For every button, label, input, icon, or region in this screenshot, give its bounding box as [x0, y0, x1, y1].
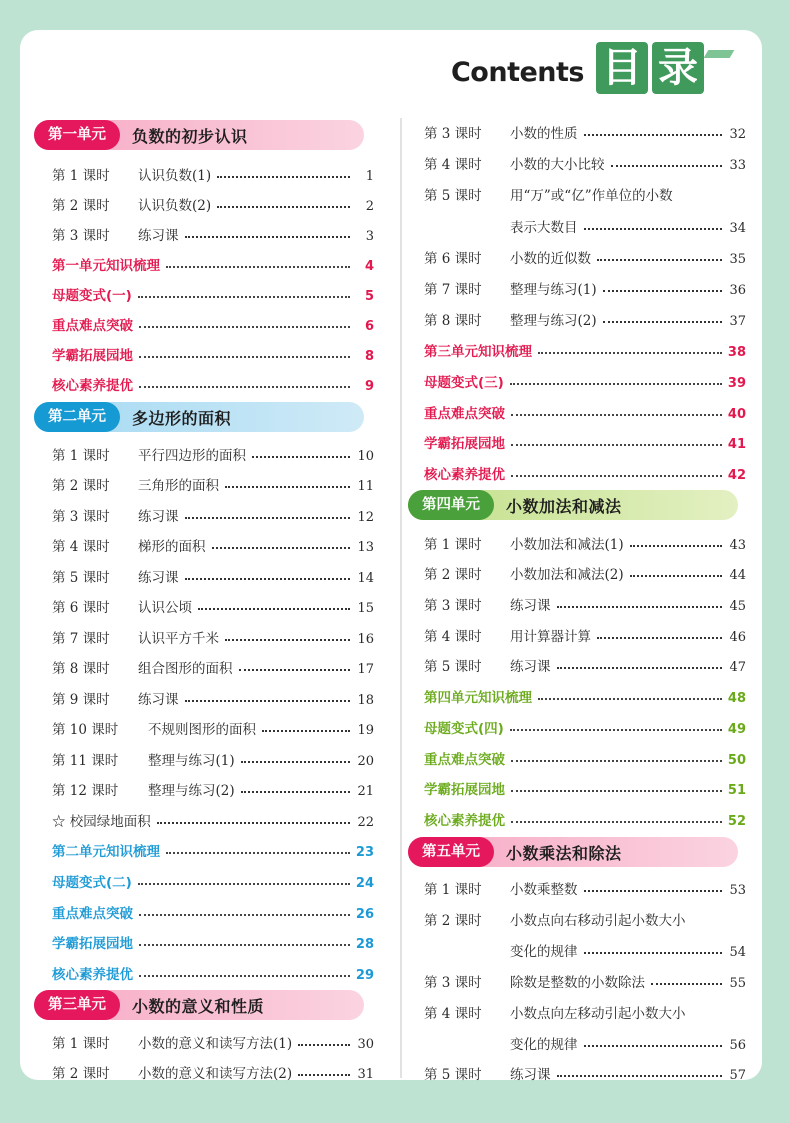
entry-title: 重点难点突破: [52, 318, 133, 334]
title-char-1: 目: [596, 42, 648, 94]
lesson-number: 第 2 课时: [52, 198, 110, 214]
lesson-number: 第 5 课时: [424, 1067, 482, 1083]
toc-entry-continuation[interactable]: [510, 1027, 746, 1053]
page-number: 24: [355, 876, 374, 891]
unit-1-header[interactable]: [34, 120, 364, 150]
entry-title: 母题变式(三): [424, 375, 504, 391]
toc-entry-review[interactable]: [424, 803, 746, 829]
lesson-number: 第 5 课时: [52, 570, 110, 586]
page-number: 32: [729, 127, 746, 142]
toc-entry-review[interactable]: [424, 426, 746, 452]
leader-dots: [538, 352, 722, 354]
toc-entry-review[interactable]: [424, 772, 746, 798]
lesson-number: 第 1 课时: [52, 1036, 110, 1052]
page-number: 29: [355, 968, 374, 983]
lesson-number: 第 2 课时: [52, 1066, 110, 1082]
entry-title: 小数乘整数: [510, 882, 578, 898]
page-number: 11: [357, 479, 374, 494]
entry-title: 小数点向右移动引起小数大小: [510, 913, 686, 929]
toc-entry[interactable]: [424, 272, 746, 298]
leader-dots: [225, 639, 350, 641]
lesson-number: 第 3 课时: [424, 598, 482, 614]
entry-title: 核心素养提优: [52, 378, 133, 394]
page-number: 50: [727, 753, 746, 768]
leader-dots: [630, 575, 722, 577]
page-number: 28: [355, 937, 374, 952]
toc-entry-continuation[interactable]: [510, 934, 746, 960]
entry-title: 整理与练习(2): [148, 783, 235, 799]
page-number: 13: [357, 540, 374, 555]
entry-title: 练习课: [510, 1067, 551, 1083]
entry-title: 第四单元知识梳理: [424, 690, 532, 706]
unit-1-title: 负数的初步认识: [132, 126, 248, 146]
entry-title: 第三单元知识梳理: [424, 344, 532, 360]
leader-dots: [185, 517, 351, 519]
entry-title: 变化的规律: [510, 944, 578, 960]
toc-entry[interactable]: [424, 557, 746, 583]
leader-dots: [185, 236, 351, 238]
unit-5-header[interactable]: [408, 837, 738, 867]
entry-title: 平行四边形的面积: [138, 448, 246, 464]
leader-dots: [630, 545, 722, 547]
entry-title: 梯形的面积: [138, 539, 206, 555]
entry-title: 认识平方千米: [138, 631, 219, 647]
page-number: 53: [729, 883, 746, 898]
entry-title: 用“万”或“亿”作单位的小数: [510, 188, 673, 204]
leader-dots: [603, 321, 722, 323]
lesson-number: 第 5 课时: [424, 188, 482, 204]
page-number: 20: [357, 754, 374, 769]
page-number: 4: [364, 259, 374, 274]
page-number: 33: [729, 158, 746, 173]
entry-title: 练习课: [138, 509, 179, 525]
entry-title: 组合图形的面积: [138, 661, 233, 677]
toc-entry[interactable]: [52, 560, 374, 586]
lesson-number: 第 4 课时: [424, 1006, 482, 1022]
entry-title: 用计算器计算: [510, 629, 591, 645]
toc-entry[interactable]: [424, 872, 746, 898]
leader-dots: [511, 821, 722, 823]
page-number: 5: [364, 289, 374, 304]
toc-entry[interactable]: [52, 438, 374, 464]
page-number: 57: [729, 1068, 746, 1083]
entry-title: 小数加法和减法(2): [510, 567, 624, 583]
entry-title: 小数加法和减法(1): [510, 537, 624, 553]
toc-entry-activity[interactable]: [52, 804, 374, 830]
toc-entry-review[interactable]: [52, 368, 374, 394]
entry-title: 整理与练习(2): [510, 313, 597, 329]
leader-dots: [557, 606, 723, 608]
toc-entry-review[interactable]: [424, 680, 746, 706]
leader-dots: [166, 852, 350, 854]
entry-title: 除数是整数的小数除法: [510, 975, 645, 991]
contents-label: Contents: [450, 56, 584, 88]
lesson-number: 第 10 课时: [52, 722, 119, 738]
entry-title: 重点难点突破: [424, 752, 505, 768]
page-number: 12: [357, 510, 374, 525]
page-number: 21: [357, 784, 374, 799]
unit-4-tag: 第四单元: [408, 490, 494, 520]
page-number: 51: [727, 783, 746, 798]
toc-entry[interactable]: [52, 712, 374, 738]
toc-entry[interactable]: [52, 1056, 374, 1082]
page-number: 40: [727, 407, 746, 422]
lesson-number: 第 4 课时: [424, 157, 482, 173]
page-number: 48: [727, 691, 746, 706]
entry-title: ☆ 校园绿地面积: [52, 814, 151, 830]
page-number: 17: [357, 662, 374, 677]
page-number: 14: [357, 571, 374, 586]
entry-title: 练习课: [138, 228, 179, 244]
toc-header: [451, 38, 732, 98]
page-number: 46: [729, 630, 746, 645]
toc-entry-review[interactable]: [52, 278, 374, 304]
entry-title: 核心素养提优: [424, 467, 505, 483]
page-number: 56: [729, 1038, 746, 1053]
entry-title: 练习课: [510, 659, 551, 675]
lesson-number: 第 12 课时: [52, 783, 119, 799]
leader-dots: [511, 475, 722, 477]
page-number: 1: [365, 169, 374, 184]
lesson-number: 第 7 课时: [424, 282, 482, 298]
toc-entry-review[interactable]: [52, 896, 374, 922]
toc-entry[interactable]: [52, 1026, 374, 1052]
leader-dots: [511, 414, 722, 416]
lesson-number: 第 6 课时: [424, 251, 482, 267]
leader-dots: [198, 608, 350, 610]
column-divider: [400, 118, 402, 1078]
page-number: 8: [364, 349, 374, 364]
entry-title: 学霸拓展园地: [52, 348, 133, 364]
leader-dots: [139, 914, 350, 916]
leader-dots: [185, 578, 351, 580]
toc-entry-review[interactable]: [52, 248, 374, 274]
leader-dots: [139, 944, 350, 946]
page-number: 42: [727, 468, 746, 483]
page-number: 38: [727, 345, 746, 360]
toc-entry[interactable]: [424, 965, 746, 991]
leader-dots: [511, 790, 722, 792]
page-number: 55: [729, 976, 746, 991]
page-number: 15: [357, 601, 374, 616]
lesson-number: 第 9 课时: [52, 692, 110, 708]
page-number: 44: [729, 568, 746, 583]
entry-title: 核心素养提优: [52, 967, 133, 983]
leader-dots: [166, 266, 350, 268]
lesson-number: 第 4 课时: [424, 629, 482, 645]
entry-title: 母题变式(二): [52, 875, 132, 891]
toc-entry[interactable]: [52, 651, 374, 677]
toc-entry[interactable]: [52, 590, 374, 616]
leader-dots: [298, 1074, 350, 1076]
page-number: 45: [729, 599, 746, 614]
lesson-number: 第 1 课时: [52, 168, 110, 184]
unit-3-header[interactable]: [34, 990, 364, 1020]
entry-title: 小数的近似数: [510, 251, 591, 267]
entry-title: 不规则图形的面积: [148, 722, 256, 738]
page-number: 37: [729, 314, 746, 329]
page-number: 30: [357, 1037, 374, 1052]
unit-2-title: 多边形的面积: [132, 408, 232, 428]
title-decoration: [704, 50, 735, 58]
lesson-number: 第 8 课时: [424, 313, 482, 329]
entry-title: 小数点向左移动引起小数大小: [510, 1006, 686, 1022]
entry-title: 小数的意义和读写方法(2): [138, 1066, 293, 1082]
toc-entry-review[interactable]: [424, 457, 746, 483]
page-number: 47: [729, 660, 746, 675]
toc-entry[interactable]: [424, 303, 746, 329]
lesson-number: 第 6 课时: [52, 600, 110, 616]
entry-title: 练习课: [510, 598, 551, 614]
toc-entry-review[interactable]: [52, 834, 374, 860]
toc-entry[interactable]: [424, 178, 746, 204]
leader-dots: [557, 667, 723, 669]
page-number: 18: [357, 693, 374, 708]
leader-dots: [157, 822, 350, 824]
lesson-number: 第 1 课时: [424, 882, 482, 898]
leader-dots: [212, 547, 351, 549]
entry-title: 核心素养提优: [424, 813, 505, 829]
unit-2-tag: 第二单元: [34, 402, 120, 432]
lesson-number: 第 11 课时: [52, 753, 119, 769]
leader-dots: [262, 730, 350, 732]
entry-title: 第一单元知识梳理: [52, 258, 160, 274]
entry-title: 认识公顷: [138, 600, 192, 616]
entry-title: 整理与练习(1): [510, 282, 597, 298]
entry-title: 母题变式(四): [424, 721, 504, 737]
leader-dots: [557, 1075, 723, 1077]
toc-entry[interactable]: [424, 116, 746, 142]
leader-dots: [584, 228, 723, 230]
toc-entry[interactable]: [52, 188, 374, 214]
page-number: 35: [729, 252, 746, 267]
page-number: 39: [727, 376, 746, 391]
page-number: 23: [355, 845, 374, 860]
lesson-number: 第 5 课时: [424, 659, 482, 675]
unit-3-title: 小数的意义和性质: [132, 996, 265, 1016]
leader-dots: [139, 326, 350, 328]
toc-entry[interactable]: [424, 527, 746, 553]
entry-title: 第二单元知识梳理: [52, 844, 160, 860]
page-number: 49: [727, 722, 746, 737]
leader-dots: [217, 176, 350, 178]
toc-entry-review[interactable]: [52, 865, 374, 891]
page-number: 26: [355, 907, 374, 922]
entry-title: 练习课: [138, 692, 179, 708]
unit-1-tag: 第一单元: [34, 120, 120, 150]
page-number: 54: [729, 945, 746, 960]
page-number: 10: [357, 449, 374, 464]
leader-dots: [252, 456, 350, 458]
leader-dots: [611, 165, 723, 167]
page-number: 16: [357, 632, 374, 647]
lesson-number: 第 4 课时: [52, 539, 110, 555]
entry-title: 重点难点突破: [52, 906, 133, 922]
toc-entry-review[interactable]: [424, 742, 746, 768]
leader-dots: [239, 669, 351, 671]
lesson-number: 第 2 课时: [424, 567, 482, 583]
lesson-number: 第 1 课时: [424, 537, 482, 553]
leader-dots: [510, 729, 722, 731]
leader-dots: [217, 206, 350, 208]
page-number: 9: [364, 379, 374, 394]
lesson-number: 第 1 课时: [52, 448, 110, 464]
lesson-number: 第 2 课时: [424, 913, 482, 929]
toc-entry-review[interactable]: [52, 957, 374, 983]
unit-5-tag: 第五单元: [408, 837, 494, 867]
toc-entry[interactable]: [424, 903, 746, 929]
lesson-number: 第 3 课时: [424, 126, 482, 142]
leader-dots: [603, 290, 722, 292]
toc-entry-review[interactable]: [424, 711, 746, 737]
toc-entry-review[interactable]: [424, 396, 746, 422]
toc-entry[interactable]: [52, 682, 374, 708]
leader-dots: [138, 296, 350, 298]
toc-page: [20, 30, 762, 1083]
toc-entry-review[interactable]: [52, 308, 374, 334]
toc-entry[interactable]: [52, 529, 374, 555]
leader-dots: [510, 383, 722, 385]
leader-dots: [225, 486, 350, 488]
lesson-number: 第 3 课时: [424, 975, 482, 991]
lesson-number: 第 3 课时: [52, 228, 110, 244]
page-number: 6: [364, 319, 374, 334]
unit-4-header[interactable]: [408, 490, 738, 520]
entry-title: 小数的意义和读写方法(1): [138, 1036, 293, 1052]
toc-entry[interactable]: [424, 241, 746, 267]
page-number: 34: [729, 221, 746, 236]
toc-entry[interactable]: [52, 621, 374, 647]
entry-title: 小数的大小比较: [510, 157, 605, 173]
toc-entry[interactable]: [424, 1057, 746, 1083]
entry-title: 变化的规律: [510, 1037, 578, 1053]
lesson-number: 第 2 课时: [52, 478, 110, 494]
toc-entry-review[interactable]: [52, 338, 374, 364]
entry-title: 学霸拓展园地: [52, 936, 133, 952]
page-number: 52: [727, 814, 746, 829]
leader-dots: [584, 134, 723, 136]
lesson-number: 第 8 课时: [52, 661, 110, 677]
lesson-number: 第 7 课时: [52, 631, 110, 647]
entry-title: 小数的性质: [510, 126, 578, 142]
unit-5-title: 小数乘法和除法: [506, 843, 622, 863]
page-number: 31: [357, 1067, 374, 1082]
lesson-number: 第 3 课时: [52, 509, 110, 525]
page-number: 19: [357, 723, 374, 738]
leader-dots: [298, 1044, 350, 1046]
page-number: 36: [729, 283, 746, 298]
toc-entry[interactable]: [52, 468, 374, 494]
leader-dots: [584, 952, 723, 954]
entry-title: 练习课: [138, 570, 179, 586]
page-number: 2: [365, 199, 374, 214]
toc-entry[interactable]: [424, 996, 746, 1022]
leader-dots: [597, 259, 722, 261]
leader-dots: [139, 386, 350, 388]
toc-entry-review[interactable]: [52, 926, 374, 952]
entry-title: 认识负数(1): [138, 168, 212, 184]
toc-entry[interactable]: [52, 773, 374, 799]
entry-title: 母题变式(一): [52, 288, 132, 304]
toc-entry[interactable]: [424, 619, 746, 645]
page-number: 41: [727, 437, 746, 452]
toc-entry[interactable]: [424, 147, 746, 173]
leader-dots: [597, 637, 722, 639]
page-number: 22: [357, 815, 374, 830]
toc-entry-continuation[interactable]: [510, 210, 746, 236]
leader-dots: [584, 1045, 723, 1047]
toc-entry[interactable]: [52, 158, 374, 184]
entry-title: 学霸拓展园地: [424, 782, 505, 798]
leader-dots: [511, 444, 722, 446]
toc-entry[interactable]: [424, 649, 746, 675]
leader-dots: [138, 883, 350, 885]
leader-dots: [139, 975, 350, 977]
toc-entry[interactable]: [52, 218, 374, 244]
toc-entry[interactable]: [424, 588, 746, 614]
leader-dots: [651, 983, 722, 985]
page-number: 43: [729, 538, 746, 553]
toc-entry-review[interactable]: [424, 334, 746, 360]
leader-dots: [185, 700, 351, 702]
entry-title: 重点难点突破: [424, 406, 505, 422]
unit-4-title: 小数加法和减法: [506, 496, 622, 516]
unit-3-tag: 第三单元: [34, 990, 120, 1020]
leader-dots: [241, 761, 350, 763]
leader-dots: [139, 356, 350, 358]
toc-entry-review[interactable]: [424, 365, 746, 391]
leader-dots: [511, 760, 722, 762]
entry-title: 整理与练习(1): [148, 753, 235, 769]
unit-2-header[interactable]: [34, 402, 364, 432]
leader-dots: [584, 890, 723, 892]
entry-title: 表示大数目: [510, 220, 578, 236]
page-number: 3: [365, 229, 374, 244]
entry-title: 学霸拓展园地: [424, 436, 505, 452]
leader-dots: [241, 791, 350, 793]
entry-title: 认识负数(2): [138, 198, 212, 214]
leader-dots: [538, 698, 722, 700]
entry-title: 三角形的面积: [138, 478, 219, 494]
title-char-2: 录: [652, 42, 704, 94]
toc-entry[interactable]: [52, 499, 374, 525]
toc-entry[interactable]: [52, 743, 374, 769]
